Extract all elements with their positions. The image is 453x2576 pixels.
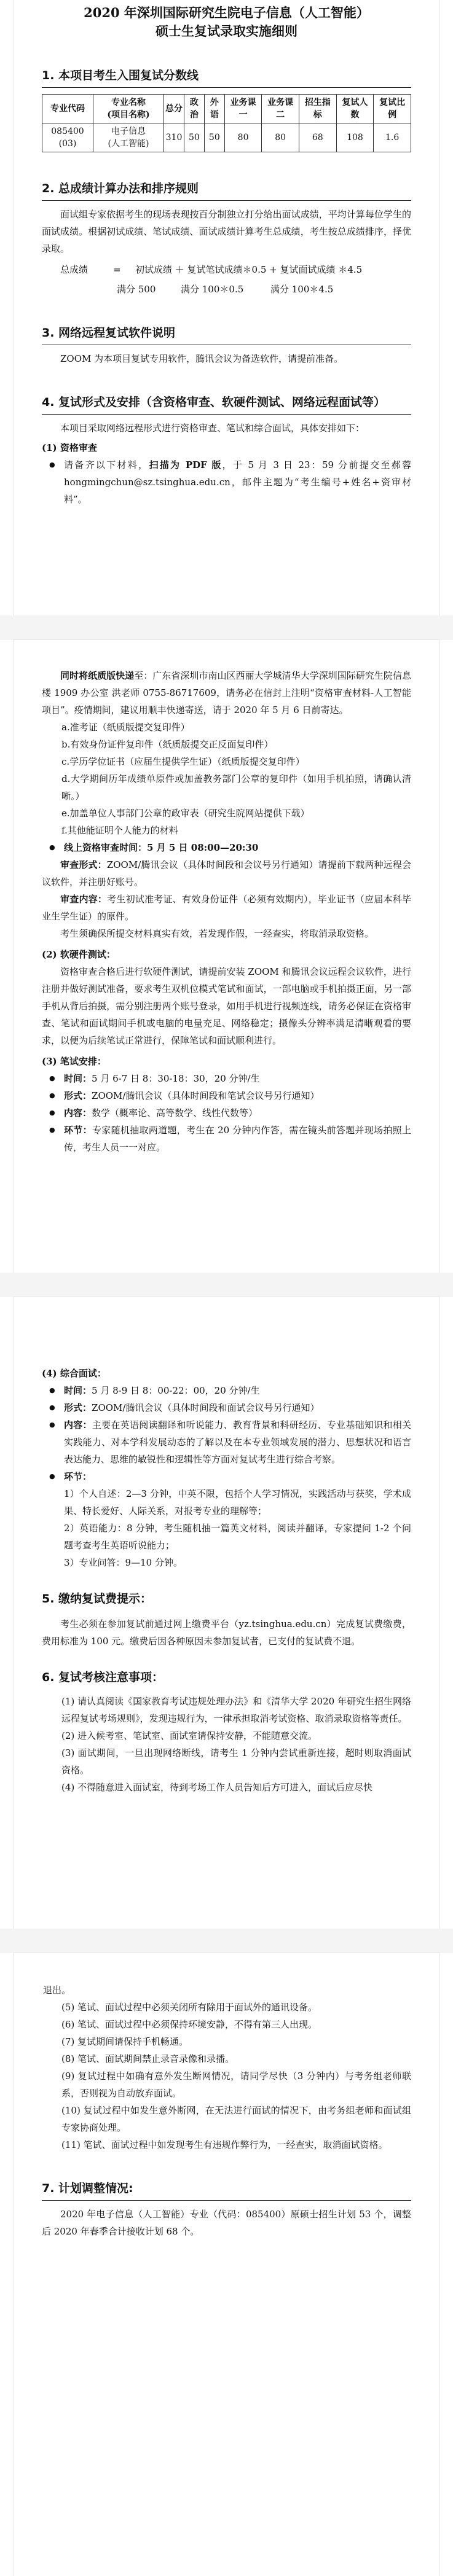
written-exam-details <box>42 1070 411 1156</box>
written-time: ● 时间：5 月 6-7 日 8：30-18：30，20 分钟/生 <box>42 1070 411 1087</box>
section-7-paragraph: 2020 年电子信息（人工智能）专业（代码：085400）原硕士招生计划 53 个，调整后 2020 年春季合计接收计划 68 个。 <box>42 2209 411 2237</box>
page-gap-2 <box>0 1273 453 1297</box>
section-5-heading: 5. 缴纳复试费提示： <box>42 1592 152 1606</box>
section-7-heading: 7. 计划调整情况: <box>42 2178 411 2201</box>
exam-rules <box>42 1693 411 1796</box>
material-item: e.加盖单位人事部门公章的政审表（研究生院网站提供下载） <box>61 808 310 819</box>
review-format: 审查形式：ZOOM/腾讯会议（具体时间段和会议号另行通知）请提前下载两种远程会议软件，并注册好账号。 <box>42 859 411 888</box>
exam-rule: (6) 笔试、面试过程中必须保持环境安静，不得有第三人出现。 <box>61 2019 318 2030</box>
interview-content: ● 内容：主要在英语阅读翻译和听说能力、教育背景和科研经历、专业基础知识和相关实践能力、对本学科发展动态的了解以及在本专业领域发展的潜力、思想状况和语言表达能力、思维的敏锐性和逻辑性等方面对复试考生进行综合考察。 <box>42 1416 411 1468</box>
exam-rule: (3) 面试期间，一旦出现网络断线，请考生 1 分钟内尝试重新连接，超时则取消面试资格。 <box>61 1747 411 1776</box>
document-page-2 <box>14 640 439 1273</box>
cell-code: 085400 (03) <box>42 123 93 152</box>
cell-major: 电子信息 (人工智能) <box>93 123 164 152</box>
section-4-heading: 4. 复试形式及安排（含资格审查、软硬件测试、网络远程面试等） <box>42 392 411 415</box>
cell-quota: 68 <box>299 123 336 152</box>
cell-retest-ratio: 1.6 <box>374 123 411 152</box>
quota-table <box>42 94 411 152</box>
section-3-paragraph: ZOOM 为本项目复试专用软件，腾讯会议为备选软件，请提前准备。 <box>60 353 344 364</box>
section-3-heading: 3. 网络远程复试软件说明 <box>42 322 411 345</box>
written-steps: ● 环节：专家随机抽取两道题，考生在 20 分钟内作答，需在镜头前答题并现场拍照上传，考生人员一一对应。 <box>42 1122 411 1156</box>
interview-step: 3）专业问答：9—10 分钟。 <box>64 1557 183 1568</box>
document-title-line-2: 硕士生复试录取实施细则 <box>156 23 297 39</box>
cell-politics: 50 <box>184 123 204 152</box>
sub-written-exam: (3) 笔试安排： <box>42 1056 106 1067</box>
th-major: 专业名称 (项目名称) <box>93 95 164 123</box>
cell-course-1: 80 <box>224 123 262 152</box>
material-item: f.其他能证明个人能力的材料 <box>61 825 178 836</box>
page-gap-1 <box>0 615 453 640</box>
review-content: 审查内容：考生初试准考证、有效身份证件（必须有效期内），毕业证书（应届本科毕业生学生证）的原件。 <box>42 894 411 922</box>
max-written: 满分 100＊0.5 <box>181 284 244 295</box>
interview-time: ● 时间：5 月 8-9 日 8：00-22：00，20 分钟/生 <box>42 1382 411 1399</box>
written-format: ● 形式：ZOOM/腾讯会议（具体时间段和笔试会议号另行通知） <box>42 1087 411 1104</box>
quota-table-row <box>42 123 411 152</box>
exam-rule: (1) 请认真阅读《国家教育考试违规处理办法》和《清华大学 2020 年研究生招生网络远程复试考场规则》，发现违规行为，一律承担取消考试资格、取消录取资格等责任。 <box>61 1696 411 1724</box>
review-authenticity-note: 考生须确保所提交材料真实有效，若发现作假，一经查实，将取消录取资格。 <box>60 928 374 939</box>
exam-rule: (11) 笔试、面试过程中如发现考生有违规作弊行为，一经查实，取消面试资格。 <box>61 2139 388 2150</box>
material-item: a.准考证（纸质版提交复印件） <box>61 722 190 733</box>
exam-rule: (8) 笔试、面试期间禁止录音录像和录播。 <box>61 2053 235 2064</box>
mail-instructions: 同时将纸质版快递至：广东省深圳市南山区西丽大学城清华大学深圳国际研究生院信息楼 1909 办公室 洪老师 0755-86717609，请务必在信封上注明“资格审查材料-人工智能项目”。疫情期间，建议用顺丰快递寄送，请于 2020 年 5 月 6 日前寄达。 <box>42 670 411 716</box>
exam-rule: (4) 不得随意进入面试室，待到考场工作人员告知后方可进入，面试后应尽快 <box>61 1782 373 1793</box>
interview-details <box>42 1382 411 1485</box>
interview-format: ● 形式：ZOOM/腾讯会议（具体时间段和面试会议号另行通知） <box>42 1399 411 1416</box>
sub-interview: (4) 综合面试： <box>42 1368 106 1379</box>
interview-step: 2）英语能力：8 分钟，考生随机抽一篇英文材料，阅读并翻译，专家提问 1-2 个问题考查考生英语听说能力； <box>64 1523 411 1551</box>
hardware-test-paragraph: 资格审查合格后进行软硬件测试，请提前安装 ZOOM 和腾讯会议远程会议软件，进行注册并做好测试准备，要求考生双机位模式笔试和面试，一部电脑或手机拍摄正面，另一部手机从背后拍摄，需分别注册两个账号登录，如用手机进行视频连线，请务必保证在资格审查、笔试和面试期间手机或电脑的电量充足、网络稳定；摄像头分辨率满足清晰观看的要求，以便为后续笔试正常进行，保障笔试和面试顺利进行。 <box>42 966 411 1046</box>
section-2-heading: 2. 总成绩计算办法和排序规则 <box>42 178 411 201</box>
cell-language: 50 <box>204 123 224 152</box>
exam-rule: (7) 复试期间请保持手机畅通。 <box>61 2036 189 2047</box>
material-item: d.大学期间历年成绩单原件或加盖教务部门公章的复印件（如用手机拍照，请确认清晰。） <box>61 773 411 802</box>
th-course-2: 业务课二 <box>262 95 299 123</box>
quota-table-header <box>42 95 411 123</box>
formula-expression: 初试成绩 ＋ 复试笔试成绩＊0.5 + 复试面试成绩 ＊4.5 <box>135 264 363 275</box>
sub-qualification-review: (1) 资格审查 <box>42 442 97 453</box>
th-politics: 政治 <box>184 95 204 123</box>
review-materials-note <box>42 456 411 508</box>
material-item: c.学历学位证书（应届生提供学生证）（纸质版提交复印件） <box>61 756 305 767</box>
section-6-heading: 6. 复试考核注意事项： <box>42 1671 164 1684</box>
section-5-paragraph: 考生必须在参加复试前通过网上缴费平台（yz.tsinghua.edu.cn）完成复试费缴费，费用标准为 100 元。缴费后因各种原因未参加复试者，已支付的复试费不退。 <box>42 1618 411 1647</box>
interview-steps <box>42 1485 411 1571</box>
th-quota: 招生指标 <box>299 95 336 123</box>
sub-hardware-test: (2) 软硬件测试： <box>42 949 116 960</box>
section-2-paragraph: 面试组专家依据考生的现场表现按百分制独立打分给出面试成绩，平均计算每位学生的面试成绩。根据初试成绩、笔试成绩、面试成绩计算考生总成绩，考生按总成绩排序，择优录取。 <box>42 209 411 254</box>
th-total: 总分 <box>164 95 184 123</box>
section-4-intro: 本项目采取网络远程形式进行资格审查、笔试和综合面试，具体安排如下： <box>60 423 365 434</box>
document-page-3 <box>14 1297 439 1929</box>
cell-retest-count: 108 <box>336 123 374 152</box>
exam-rule: (10) 复试过程中如发生意外断网，在无法进行面试的情况下，由考务组老师和面试组专家协商处理。 <box>61 2105 411 2133</box>
written-content: ● 内容：数学（概率论、高等数学、线性代数等） <box>42 1104 411 1122</box>
th-language: 外语 <box>204 95 224 123</box>
exam-rules-continued <box>42 1981 411 2153</box>
required-materials-list <box>42 719 411 839</box>
review-materials-bullet: ● 请备齐以下材料，扫描为 PDF 版，于 5 月 3 日 23：59 分前提交至郝蓉 hongmingchun@sz.tsinghua.edu.cn，邮件主题为“考生编号+姓名+资审材料”。 <box>42 456 411 508</box>
th-retest-ratio: 复试比例 <box>374 95 411 123</box>
document-page-4 <box>14 1953 439 2576</box>
section-1-heading: 1. 本项目考生入围复试分数线 <box>42 65 411 88</box>
page-gap-3 <box>0 1929 453 1953</box>
max-interview: 满分 100＊4.5 <box>270 284 334 295</box>
material-item: b.有效身份证件复印件（纸质版提交正反面复印件） <box>61 739 274 750</box>
score-formula <box>42 261 411 278</box>
max-initial: 满分 500 <box>117 284 156 295</box>
exam-rule: (2) 进入候考室、笔试室、面试室请保持安静，不能随意交流。 <box>61 1730 318 1741</box>
cell-total: 310 <box>164 123 184 152</box>
exam-rule: (9) 复试过程中如确有意外发生断网情况，请同学尽快（3 分钟内）与考务组老师联系，否则视为自动放弃面试。 <box>61 2071 411 2099</box>
interview-step: 1）个人自述：2—3 分钟，中英不限，包括个人学习情况，实践活动与获奖，学术成果、特长爱好、人际关系，对报考专业的理解等； <box>64 1488 411 1516</box>
th-code: 专业代码 <box>42 95 93 123</box>
document-page-1 <box>14 0 439 615</box>
formula-equals: = <box>113 264 121 275</box>
th-retest-count: 复试人数 <box>336 95 374 123</box>
online-review-time: ● 线上资格审查时间：5 月 5 日 08:00—20:30 <box>42 839 411 856</box>
score-formula-max <box>42 281 411 298</box>
cell-course-2: 80 <box>262 123 299 152</box>
interview-steps-label: ● 环节： <box>42 1468 411 1485</box>
exam-rule-continuation: 退出。 <box>43 1985 71 1996</box>
formula-total: 总成绩 <box>60 264 89 275</box>
th-course-1: 业务课一 <box>224 95 262 123</box>
document-title-line-1: 2020 年深圳国际研究生院电子信息（人工智能） <box>84 5 369 20</box>
exam-rule: (5) 笔试、面试过程中必须关闭所有除用于面试外的通讯设备。 <box>61 2002 318 2013</box>
